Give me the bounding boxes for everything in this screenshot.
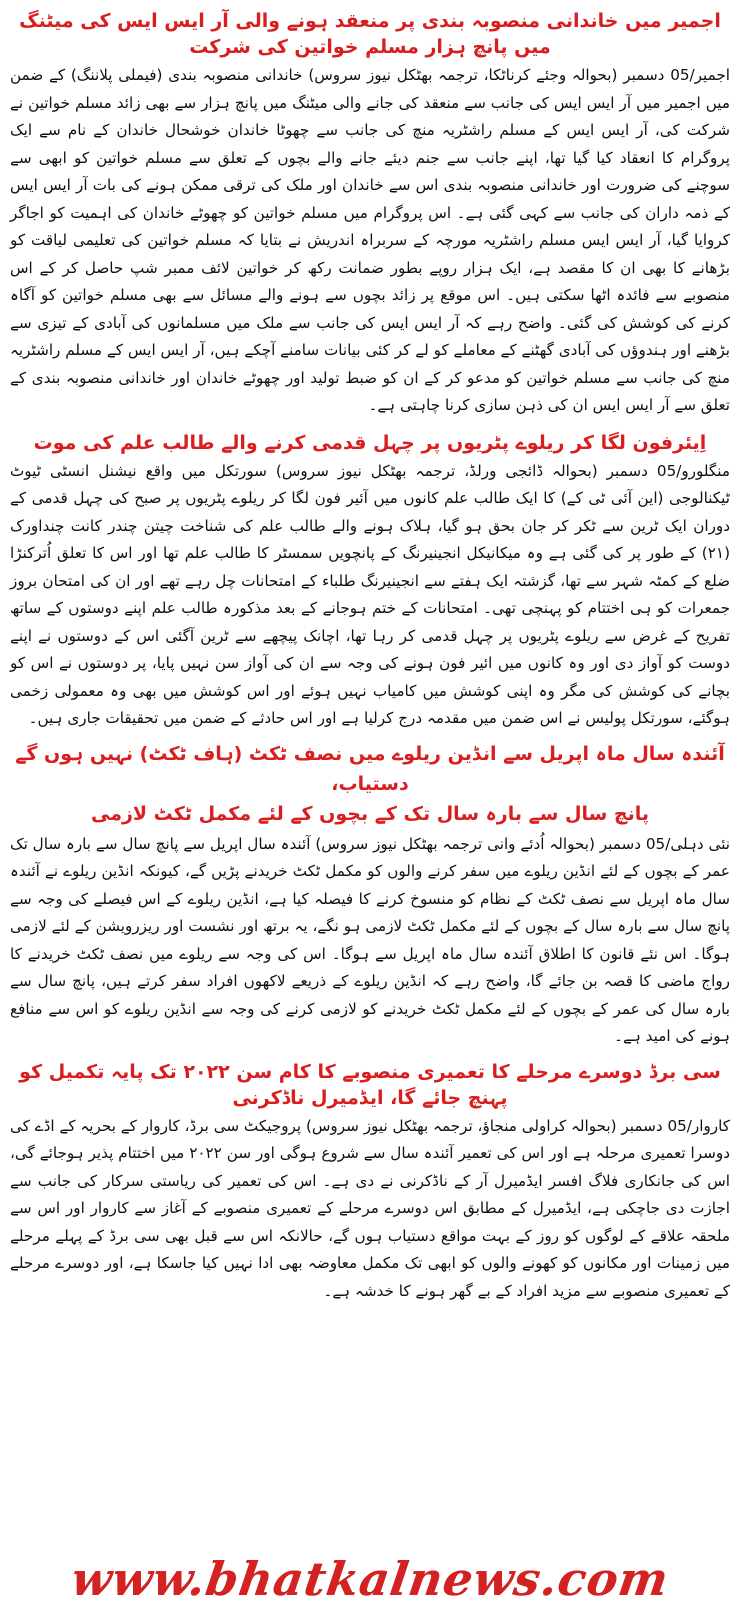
article-rss-ajmer [10,6,730,420]
article-body: نئی دہلی/05 دسمبر (بحوالہ اُدئے وانی ترجمہ بھٹکل نیوز سروس) آئندہ سال اپریل سے پانچ سال سے بارہ سال تک عمر کے بچوں کے لئے انڈین ریلوے میں سفر کرنے والوں کو مکمل ٹکٹ خریدنے پڑیں گے، کیونکہ انڈین ریلوے نے آئندہ سال ماہ اپریل سے نصف ٹکٹ کے نظام کو منسوخ کرنے کا فیصلہ کیا ہے، انڈین ریلوے کے اس فیصلے کی وجہ سے پانچ سال سے بارہ سال کے بچوں کے لئے مکمل ٹکٹ لازمی ہو نگے، یہ برتھ اور نشست اور ریزرویشن کے لئے لازمی ہوگا۔ اس نئے قانون کا اطلاق آئندہ سال ماہ اپریل سے ہوگا۔ اس کی وجہ سے ریلوے میں نصف ٹکٹ خریدنے کا رواج ماضی کا قصہ بن جائے گا، واضح رہے کہ انڈین ریلوے کے ذریعے لاکھوں افراد سفر کرتے ہیں، پانچ سال سے بارہ سال کی عمر کے بچوں کے لئے مکمل ٹکٹ خریدنے کو لازمی کرنے کی وجہ سے انڈین ریلوے کو اس سے منافع ہونے کی امید ہے۔ [10,834,731,1045]
site-url-footer[interactable] [0,1552,740,1606]
article-body: کاروار/05 دسمبر (بحوالہ کراولی منجاؤ، ترجمہ بھٹکل نیوز سروس) پروجیکٹ سی برڈ، کاروار کے بحریہ کے اڈے کی دوسرا تعمیری مرحلہ ہے اور اس کی تعمیر آئندہ سال سے شروع ہوگی اور سن ۲۰۲۲ میں اختتام پذیر ہوجائے گی، اس کی جانکاری فلاگ افسر ایڈمیرل آر کے ناڈکرنی نے دی ہے۔ اس کی تعمیر کی ریاستی سرکار کی جانب سے اجازت دی جاچکی ہے، ایڈمیرل کے مطابق اس دوسرے مرحلے کے تعمیری منصوبے کے آغاز سے کاروار اور اس سے ملحقہ علاقے کے لوگوں کو روز کے بہت مواقع دستیاب ہوں گے، حالانکہ اس سے قبل بھی سی برڈ کے پہلے مرحلے میں زمینات اور مکانوں کو کھونے والوں کو ابھی تک مکمل معاوضہ بھی ادا نہیں کیا جاسکا ہے، اور دوسرے مرحلے کے تعمیری منصوبے سے مزید افراد کے بے گھر ہونے کا خدشہ ہے۔ [10,1116,730,1300]
article-body: اجمیر/05 دسمبر (بحوالہ وجئے کرناٹکا، ترجمہ بھٹکل نیوز سروس) خاندانی منصوبہ بندی (فیملی پلاننگ) کے ضمن میں اجمیر میں آر ایس ایس کی جانب سے منعقد کی جانے والی میٹنگ میں پانچ ہزار سے بھی زائد مسلم خواتین نے شرکت کی، آر ایس ایس کے مسلم راشٹریہ منچ کی جانب سے چھوٹا خاندان خوشحال خاندان کے نام سے ایک پروگرام کا انعقاد کیا گیا تھا، اپنے جانب سے جنم دیئے جانے والے بچوں کے تعلق سے مسلم خواتین کو ابھی سے سوچنے کی ضرورت اور خاندانی منصوبہ بندی اس سے خاندان اور ملک کی ترقی ممکن ہونے کی بات آر ایس ایس کے ذمہ داران کی جانب سے کہی گئی ہے۔ اس پروگرام میں مسلم خواتین کو چھوٹے خاندان کی اہمیت کو اجاگر کروایا گیا، آر ایس ایس مسلم راشٹریہ مورچہ کے سربراہ اندریش نے بتایا کہ مسلم خواتین کی تعلیمی لیاقت کو بڑھانے کا بھی ان کا مقصد ہے، ایک ہزار روپے بطور ضمانت رکھ کر خواتین لائف ممبر شپ حاصل کر کے اس منصوبے سے فائدہ اٹھا سکتی ہیں۔ اس موقع پر زائد بچوں سے ہونے والے مسائل سے بھی مسلم خواتین کو آگاہ کرنے کی کوشش کی گئی۔ واضح رہے کہ آر ایس ایس کی جانب سے ملک میں مسلمانوں کی آبادی کے تیزی سے بڑھنے اور ہندوؤں کی آبادی گھٹنے کے معاملے کو لے کر کئی بیانات سامنے آچکے ہیں، آر ایس ایس کے مسلم راشٹریہ منچ کی جانب سے مسلم خواتین کو مدعو کر کے ان کو ضبط تولید اور چھوٹے خاندان اور خاندانی منصوبہ بندی کے تعلق سے آر ایس ایس ان کی ذہن سازی کرنا چاہتی ہے۔ [10,66,730,414]
article-body: منگلورو/05 دسمبر (بحوالہ ڈائجی ورلڈ، ترجمہ بھٹکل نیوز سروس) سورتکل میں واقع نیشنل انسٹی ٹیوٹ ٹیکنالوجی (این آئی ٹی کے) کا ایک طالب علم کانوں میں آئیر فون لگا کر ریلوے پٹریوں پر صبح کی چہل قدمی کے دوران ایک ٹرین سے ٹکر کر جان بحق ہو گیا، ہلاک ہونے والے طالب علم کی شناخت چیتن چندر کانت چنداورک (۲۱) کے طور پر کی گئی ہے وہ میکانیکل انجینیرنگ کے پانچویں سمسٹر کا طالب علم تھا اور اس کا تعلق اُترکنڑا ضلع کے کمٹہ شہر سے تھا، گزشتہ ایک ہفتے سے انجینیرنگ طلباء کے امتحانات چل رہے تھے اور ان کی امتحان بروز جمعرات کو ہی اختتام کو پہنچی تھی۔ امتحانات کے ختم ہوجانے کے بعد مذکورہ طالب علم اپنے دوستوں کے ساتھ تفریح کے غرض سے ریلوے پٹریوں پر چہل قدمی کر رہا تھا، اچانک پیچھے سے ٹرین آگئی اس کے دوستوں نے اپنے دوست کو آواز دی اور وہ کانوں میں ائیر فون ہونے کی وجہ سے ان کی آواز سن نہیں پایا، پر دوستوں نے اس کو بچانے کی کوشش کی مگر وہ اپنی کوشش میں کامیاب نہیں ہوئے اور اس کوشش میں بھی وہ معمولی زخمی ہوگئے، سورتکل پولیس نے اس ضمن میں مقدمہ درج کرلیا ہے اور اس حادثے کے ضمن میں تحقیقات جاری ہیں۔ [10,461,730,727]
article-headline: اجمیر میں خاندانی منصوبہ بندی پر منعقد ہونے والی آر ایس ایس کی میٹنگ میں پانچ ہزار مسلم خواتین کی شرکت [19,10,721,58]
site-url-text[interactable]: www.bhatkalnews.com [67,1552,673,1606]
article-headline: اِیئرفون لگا کر ریلوے پٹریوں پر چہل قدمی کرنے والے طالب علم کی موت [33,431,707,454]
article-seabird [10,1059,730,1306]
article-student-death [10,430,730,733]
article-headline: سی برڈ دوسرے مرحلے کا تعمیری منصوبے کا کام سن ۲۰۲۲ تک پایہ تکمیل کو پہنچ جائے گا، ایڈمیرل ناڈکرنی [19,1060,721,1109]
article-headline-line1: آئندہ سال ماہ اپریل سے انڈین ریلوے میں نصف ٹکٹ (ہاف ٹکٹ) نہیں ہوں گے دستیاب، [15,742,725,795]
article-railway-ticket [10,739,730,1051]
article-headline-line2: پانچ سال سے بارہ سال تک کے بچوں کے لئے مکمل ٹکٹ لازمی [90,802,650,825]
